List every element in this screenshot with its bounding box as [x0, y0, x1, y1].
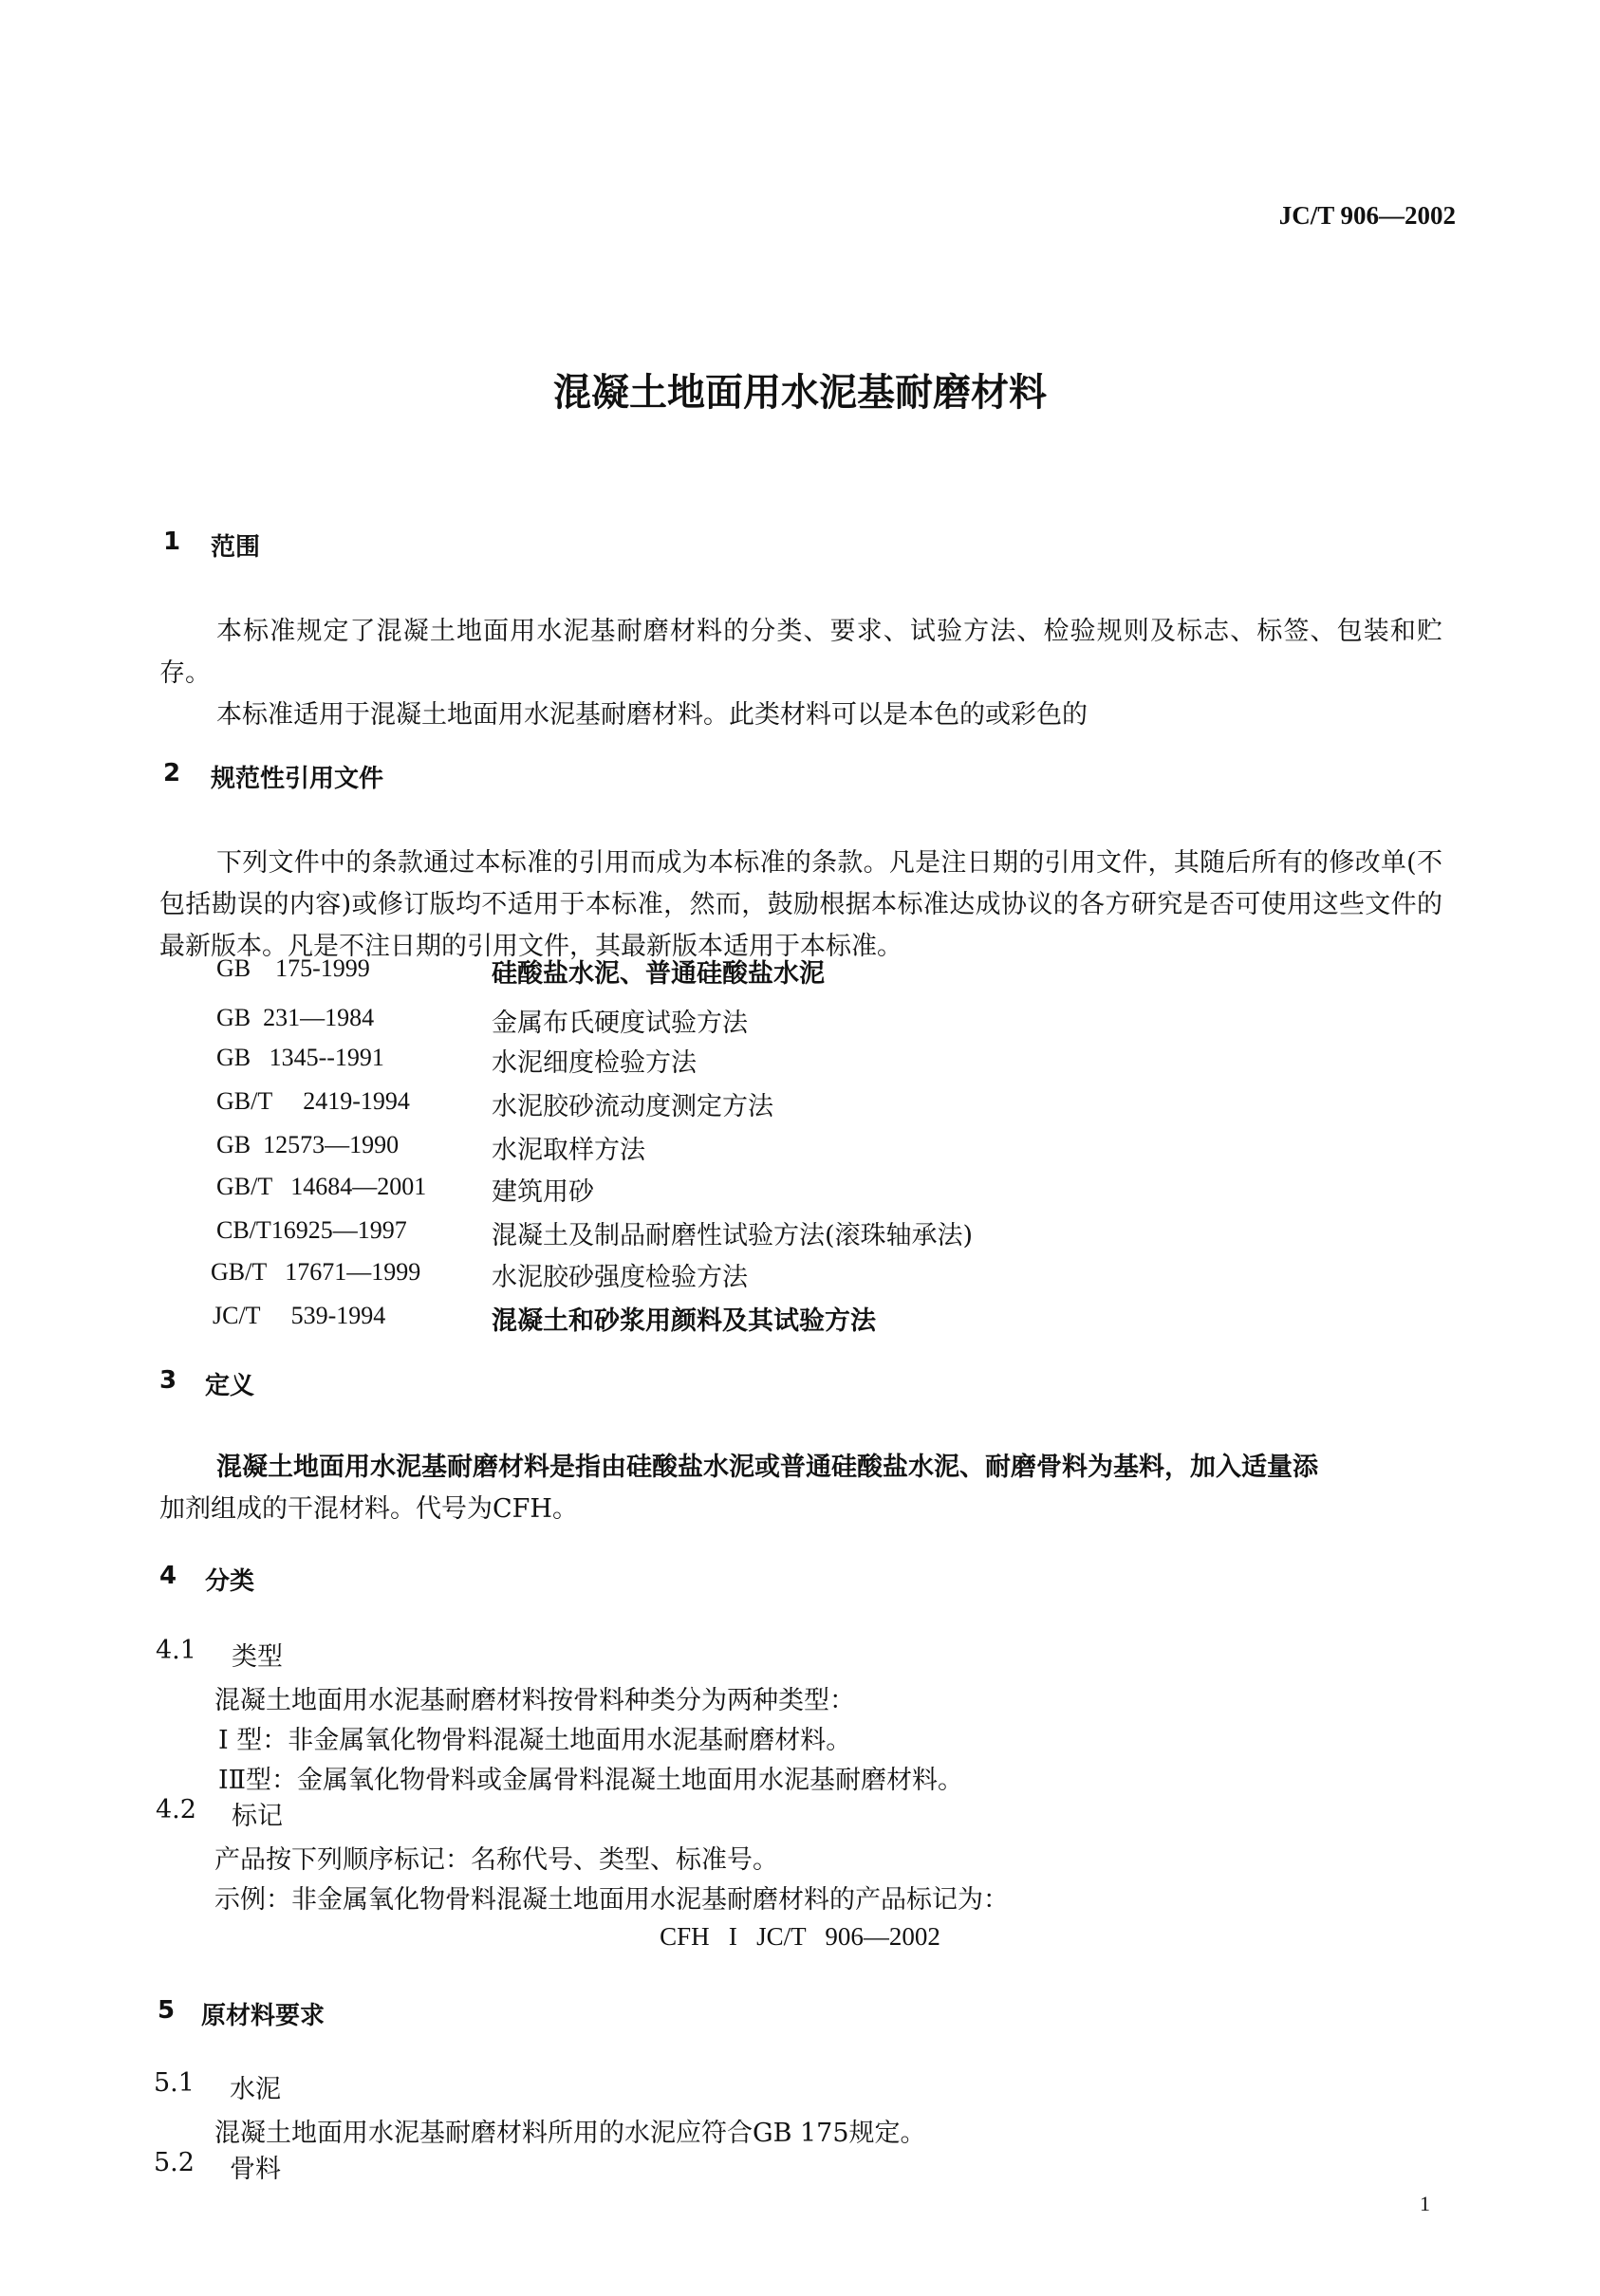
- reference-title: 建筑用砂: [492, 1177, 594, 1207]
- type-1: Ⅰ 型：非金属氧化物骨料混凝土地面用水泥基耐磨材料。: [218, 1726, 852, 1755]
- reference-title: 混凝土及制品耐磨性试验方法(滚珠轴承法): [492, 1221, 974, 1250]
- section-2-heading: 规范性引用文件: [211, 765, 384, 793]
- section-2-number: 2: [163, 759, 181, 787]
- reference-title: 水泥胶砂强度检验方法: [492, 1263, 748, 1292]
- subsection-4-2-title: 标记: [232, 1802, 283, 1831]
- section-4-number: 4: [159, 1562, 177, 1590]
- section-3-heading: 定义: [205, 1372, 255, 1400]
- subsection-5-2-number: 5.2: [154, 2148, 195, 2177]
- subsection-4-1-number: 4.1: [156, 1636, 196, 1665]
- subsection-4-1-title: 类型: [232, 1642, 283, 1672]
- section-1-heading: 范围: [211, 533, 261, 562]
- subsection-5-1-title: 水泥: [230, 2075, 281, 2104]
- page-title: 混凝土地面用水泥基耐磨材料: [553, 371, 1047, 415]
- reference-code: GB/T 17671—1999: [211, 1258, 421, 1286]
- section-1-paragraph-2: 本标准适用于混凝土地面用水泥基耐磨材料。此类材料可以是本色的或彩色的: [216, 700, 1088, 730]
- section-2-body: [159, 842, 1442, 968]
- section-1-paragraph-1: 本标准规定了混凝土地面用水泥基耐磨材料的分类、要求、试验方法、检验规则及标志、标签、包装和贮存。: [159, 617, 1442, 688]
- section-1-number: 1: [163, 528, 181, 556]
- document-code: JC/T 906—2002: [1278, 201, 1456, 230]
- section-3-number: 3: [159, 1366, 177, 1395]
- section-5-heading: 原材料要求: [201, 2002, 326, 2030]
- reference-code: GB/T 2419-1994: [216, 1087, 410, 1115]
- marking-rule: 产品按下列顺序标记：名称代号、类型、标准号。: [214, 1845, 778, 1875]
- reference-code: GB 12573—1990: [216, 1131, 400, 1158]
- marking-example-intro: 示例：非金属氧化物骨料混凝土地面用水泥基耐磨材料的产品标记为：: [214, 1885, 1009, 1915]
- type-2: ⅠⅡ型：金属氧化物骨料或金属骨料混凝土地面用水泥基耐磨材料。: [218, 1766, 964, 1795]
- reference-title: 金属布氏硬度试验方法: [492, 1009, 748, 1038]
- subsection-5-1-number: 5.1: [154, 2068, 195, 2098]
- marking-example: CFH I JC/T 906—2002: [660, 1922, 940, 1951]
- reference-code: GB 175-1999: [216, 954, 370, 982]
- reference-code: GB 231—1984: [216, 1004, 375, 1031]
- reference-code: CB/T16925—1997: [216, 1216, 407, 1244]
- definition-text: 加剂组成的干混材料。代号为CFH。: [159, 1494, 578, 1524]
- reference-title: 硅酸盐水泥、普通硅酸盐水泥: [492, 959, 825, 989]
- definition-text-bold: 混凝土地面用水泥基耐磨材料是指由硅酸盐水泥或普通硅酸盐水泥、耐磨骨料为基料，加入适量添: [216, 1453, 1318, 1482]
- subsection-4-2-number: 4.2: [156, 1795, 196, 1824]
- reference-title: 水泥细度检验方法: [492, 1048, 697, 1078]
- reference-code: GB/T 14684—2001: [216, 1173, 427, 1200]
- reference-title: 水泥取样方法: [492, 1136, 645, 1165]
- cement-requirement: 混凝土地面用水泥基耐磨材料所用的水泥应符合GB 175规定。: [214, 2119, 926, 2148]
- section-2-paragraph-1: 下列文件中的条款通过本标准的引用而成为本标准的条款。凡是注日期的引用文件，其随后所有的修改单(不包括勘误的内容)或修订版均不适用于本标准，然而，鼓励根据本标准达成协议的各方研究是否可使用这些文件的最新版本。凡是不注日期的引用文件，其最新版本适用于本标准。: [159, 848, 1442, 961]
- reference-title: 混凝土和砂浆用颜料及其试验方法: [492, 1306, 876, 1336]
- reference-title: 水泥胶砂流动度测定方法: [492, 1092, 773, 1121]
- page-number: 1: [1420, 2192, 1430, 2215]
- reference-code: GB 1345--1991: [216, 1044, 384, 1071]
- reference-code: JC/T 539-1994: [213, 1302, 386, 1329]
- subsection-5-2-title: 骨料: [230, 2155, 281, 2184]
- section-4-heading: 分类: [205, 1567, 255, 1596]
- section-5-number: 5: [158, 1996, 176, 2025]
- type-intro: 混凝土地面用水泥基耐磨材料按骨料种类分为两种类型：: [214, 1686, 855, 1715]
- section-1-body: [159, 611, 1442, 736]
